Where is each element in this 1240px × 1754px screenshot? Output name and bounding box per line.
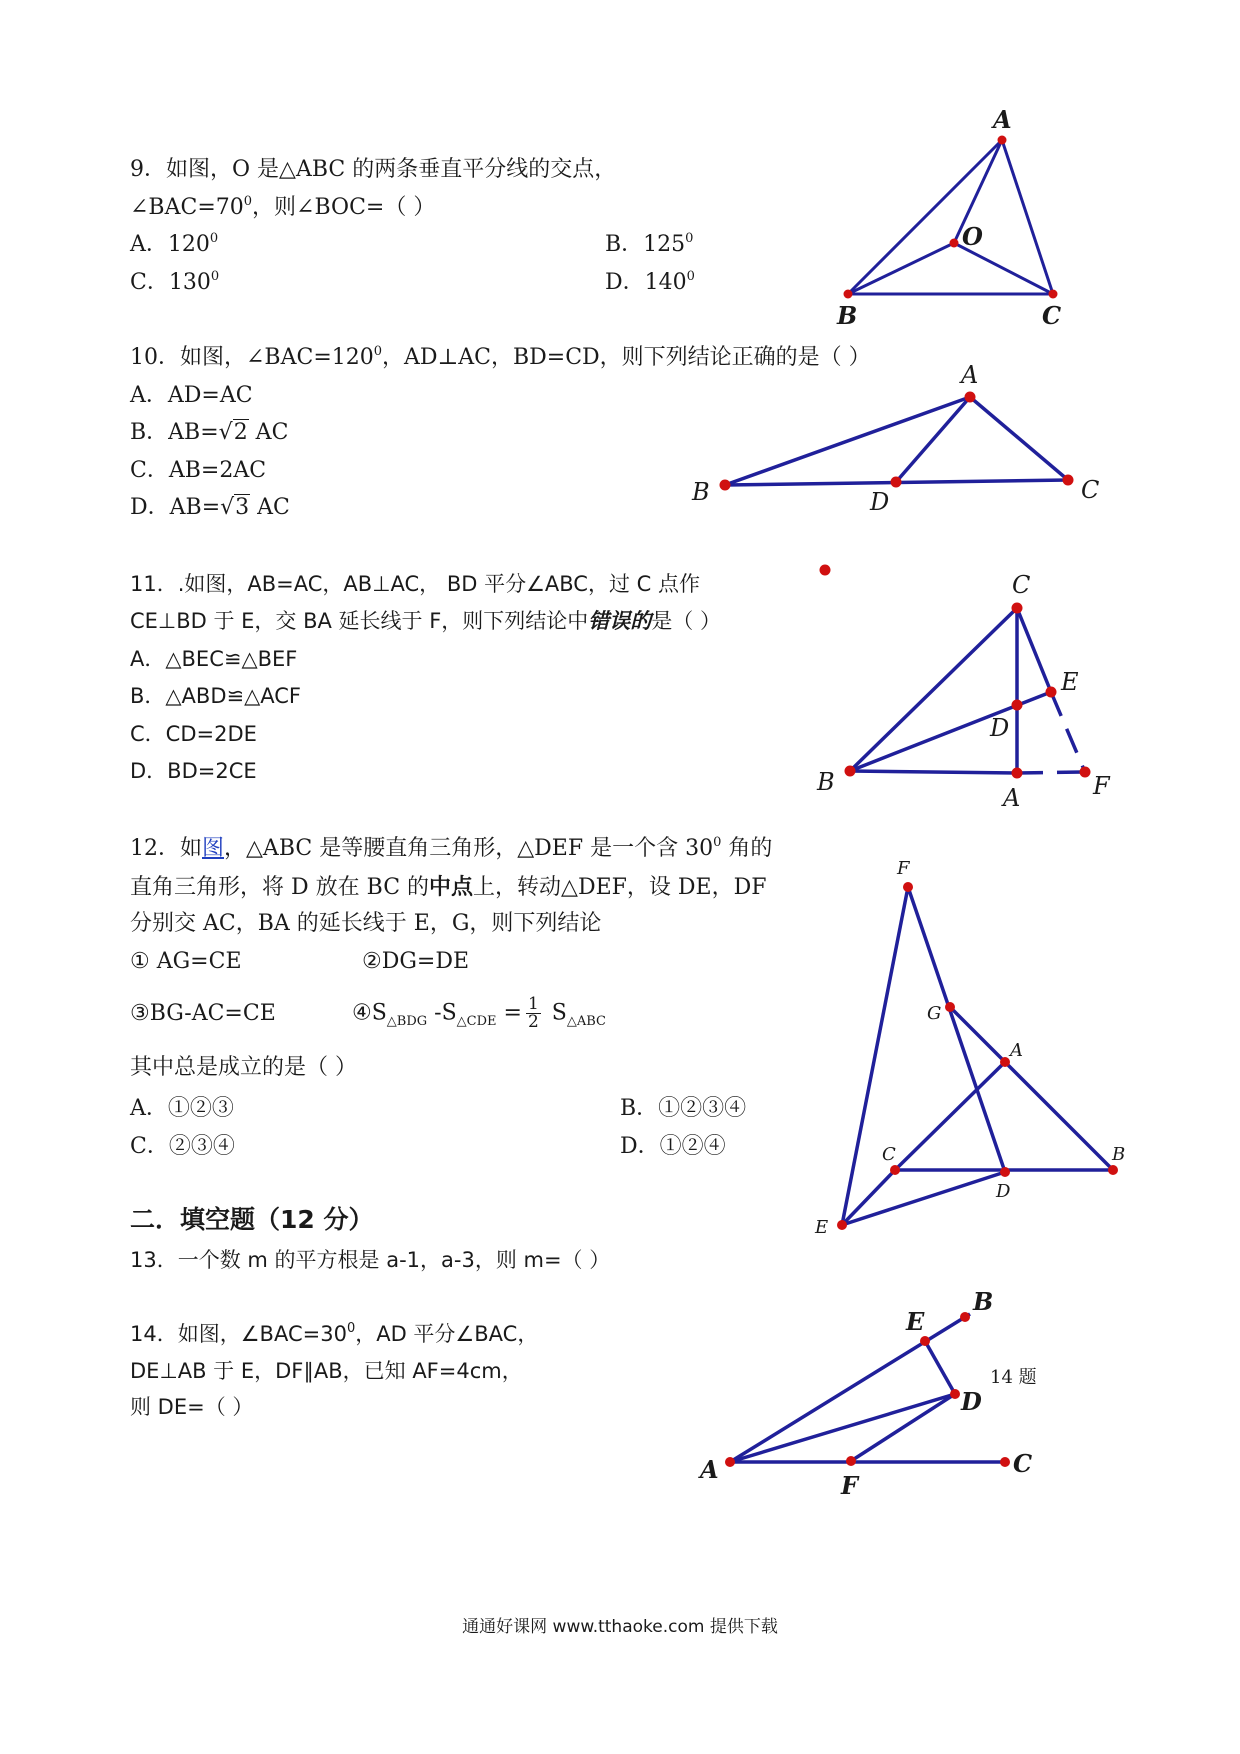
q11-option-d: D．BD=2CE (130, 759, 257, 783)
q12-conclusion-4: $④S_{\triangle BDG}$ $-S_{\triangle CDE}$ = $\frac{1}{2}$ $S_{\triangle ABC}$ (352, 994, 606, 1032)
q9-label-a: A (993, 105, 1012, 134)
q12-conclusion-2: ②DG=DE (362, 949, 470, 974)
q12-option-a: A．①②③ (130, 1096, 234, 1121)
q11-label-a: A (1003, 784, 1021, 812)
q9-option-d: D．$140^0$ (605, 269, 695, 295)
q9-option-c: C．$130^0$ (130, 269, 220, 295)
q12-line2: 直角三角形，将 D 放在 BC 的中点上，转动△DEF，设 DE，DF (130, 874, 767, 900)
q14-line2: DE⊥AB 于 E，DF∥AB，已知 AF=4cm， (130, 1359, 523, 1383)
q14-line3: 则 DE=（ ） (130, 1395, 254, 1419)
page-footer: 通通好课网 www.tthaoke.com 提供下载 (462, 1617, 778, 1637)
q11-option-b: B．△ABD≌△ACF (130, 684, 301, 708)
q13-stem: 13．一个数 m 的平方根是 a-1，a-3，则 m=（ ） (130, 1248, 611, 1272)
q12-conclusion-1: ① AG=CE (130, 949, 242, 974)
q12-label-b: B (1112, 1144, 1126, 1165)
q12-figure-link[interactable]: 图 (202, 836, 225, 861)
q9-label-c: C (1042, 301, 1062, 330)
q12-line1: 12．如图，△ABC 是等腰直角三角形，△DEF 是一个含 $30^0$ 角的 (130, 835, 773, 861)
q11-option-a: A．△BEC≌△BEF (130, 647, 298, 671)
q10-stem: 10．如图，$\angle BAC=120^0$，AD⊥AC，BD=CD，则下列结论正确的是（ ） (130, 344, 871, 370)
q11-label-d: D (990, 714, 1010, 742)
q12-label-g: G (927, 1003, 942, 1024)
q12-option-b: B．①②③④ (620, 1096, 747, 1121)
q11-label-f: F (1093, 772, 1110, 800)
q14-label-b: B (973, 1287, 994, 1316)
q9-option-a: A．$120^0$ (130, 231, 219, 257)
q14-line1: 14．如图，$\angle BAC=30^0$，AD 平分∠BAC， (130, 1321, 539, 1346)
q14-figure-tag: 14 题 (990, 1367, 1037, 1388)
q14-label-f: F (841, 1471, 859, 1500)
q10-label-a: A (961, 361, 979, 389)
section2-heading: 二．填空题（12 分） (130, 1205, 374, 1234)
q10-label-b: B (692, 478, 710, 506)
q12-fraction: $\frac{1}{2}$ (527, 994, 539, 1032)
q9-label-b: B (837, 301, 858, 330)
q12-label-a: A (1010, 1040, 1023, 1061)
q10-option-c: C．AB=2AC (130, 458, 267, 483)
q12-line3: 分别交 AC，BA 的延长线于 E，G，则下列结论 (130, 911, 602, 936)
q12-label-e: E (815, 1217, 829, 1238)
q12-label-f: F (897, 858, 910, 879)
q12-label-d: D (996, 1181, 1011, 1202)
q12-conclusion-3: ③BG-AC=CE (130, 1001, 276, 1026)
q12-ask: 其中总是成立的是（ ） (130, 1055, 357, 1080)
q11-stem-line1: 11．.如图，AB=AC，AB⊥AC， BD 平分∠ABC，过 C 点作 (130, 572, 700, 596)
q9-stem-line1: 9．如图，O 是△ABC 的两条垂直平分线的交点， (130, 157, 617, 182)
q12-label-c: C (882, 1144, 896, 1165)
q14-label-e: E (906, 1307, 925, 1336)
q10-option-b: B．AB=√2 AC (130, 420, 289, 445)
q12-option-c: C．②③④ (130, 1134, 235, 1159)
q10-label-c: C (1081, 476, 1100, 504)
q11-option-c: C．CD=2DE (130, 722, 257, 746)
q11-label-b: B (817, 768, 835, 796)
q9-label-o: O (962, 222, 983, 251)
q9-option-b: B．$125^0$ (605, 231, 694, 257)
q9-stem-line2: $\angle BAC=70^0$，则∠BOC=（ ） (130, 194, 436, 220)
q10-option-d: D．AB=√3 AC (130, 495, 290, 520)
q14-label-c: C (1013, 1449, 1033, 1478)
q14-label-a: A (700, 1455, 719, 1484)
q10-label-d: D (870, 488, 890, 516)
q11-label-c: C (1012, 571, 1031, 599)
q10-option-a: A．AD=AC (130, 383, 253, 408)
q11-stem-line2: CE⊥BD 于 E，交 BA 延长线于 F，则下列结论中错误的是（ ） (130, 609, 721, 633)
q14-label-d: D (961, 1387, 982, 1416)
q12-option-d: D．①②④ (620, 1134, 726, 1159)
q11-label-e: E (1061, 668, 1079, 696)
